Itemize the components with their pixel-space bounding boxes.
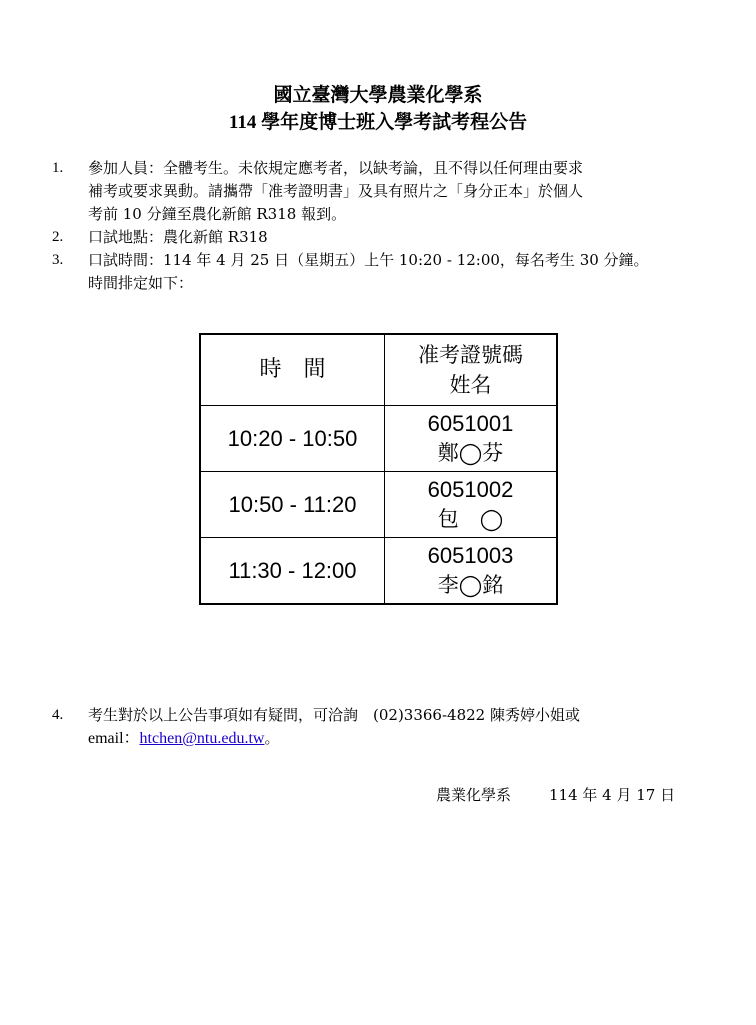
footer-signature — [436, 784, 675, 805]
item-4-line-2 — [88, 727, 712, 750]
table-header-row — [200, 334, 557, 406]
item-number: 3. — [52, 252, 64, 268]
list-item-1 — [52, 157, 712, 226]
row-time: 11:30 - 12:00 — [200, 538, 385, 605]
row-candidate — [385, 538, 558, 605]
list-item-2 — [52, 226, 712, 249]
table-row — [200, 406, 557, 472]
item-3-line-2: 時間排定如下： — [88, 274, 194, 292]
row-time: 10:20 - 10:50 — [200, 406, 385, 472]
table-row — [200, 472, 557, 538]
list-item-4 — [52, 704, 712, 750]
header-time: 時 間 — [200, 334, 385, 406]
footer-date: 114 年 4 月 17 日 — [549, 786, 676, 804]
footer-department: 農業化學系 — [436, 786, 512, 804]
contact-list — [52, 704, 712, 750]
item-1-line-1: 參加人員：全體考生。未依規定應考者，以缺考論，且不得以任何理由要求 — [88, 159, 584, 177]
notice-list — [52, 157, 712, 295]
row-name: 包 ◯ — [437, 506, 504, 531]
email-label: email： — [88, 730, 140, 747]
row-name: 李◯銘 — [437, 572, 504, 597]
header-name: 姓名 — [449, 373, 492, 397]
item-1-line-2: 補考或要求異動。請攜帶「准考證明書」及具有照片之「身分正本」於個人 — [88, 182, 584, 200]
item-number: 4. — [52, 707, 64, 723]
row-name: 鄭◯芬 — [437, 440, 504, 465]
item-2-line-1: 口試地點：農化新館 R318 — [88, 228, 268, 246]
item-3-line-1: 口試時間：114 年 4 月 25 日（星期五）上午 10:20 - 12:00，每名考生 30 分鐘。 — [88, 251, 649, 269]
row-id: 6051001 — [427, 410, 514, 436]
list-item-3 — [52, 249, 712, 295]
title-line-1: 國立臺灣大學農業化學系 — [273, 85, 483, 106]
schedule-table — [199, 333, 558, 605]
item-number: 2. — [52, 229, 64, 245]
item-number: 1. — [52, 160, 64, 176]
table-row — [200, 538, 557, 605]
title-line-2: 114 學年度博士班入學考試考程公告 — [228, 112, 528, 133]
email-link[interactable]: htchen@ntu.edu.tw — [139, 730, 265, 747]
row-id: 6051003 — [427, 542, 514, 568]
row-candidate — [385, 472, 558, 538]
email-suffix: 。 — [264, 729, 280, 747]
row-time: 10:50 - 11:20 — [200, 472, 385, 538]
item-4-line-1: 考生對於以上公告事項如有疑問，可洽詢 (02)3366-4822 陳秀婷小姐或 — [88, 706, 580, 724]
row-candidate — [385, 406, 558, 472]
row-id: 6051002 — [427, 476, 514, 502]
header-id: 准考證號碼 — [418, 343, 523, 367]
header-id-name — [385, 334, 558, 406]
item-1-line-3: 考前 10 分鐘至農化新館 R318 報到。 — [88, 205, 347, 223]
